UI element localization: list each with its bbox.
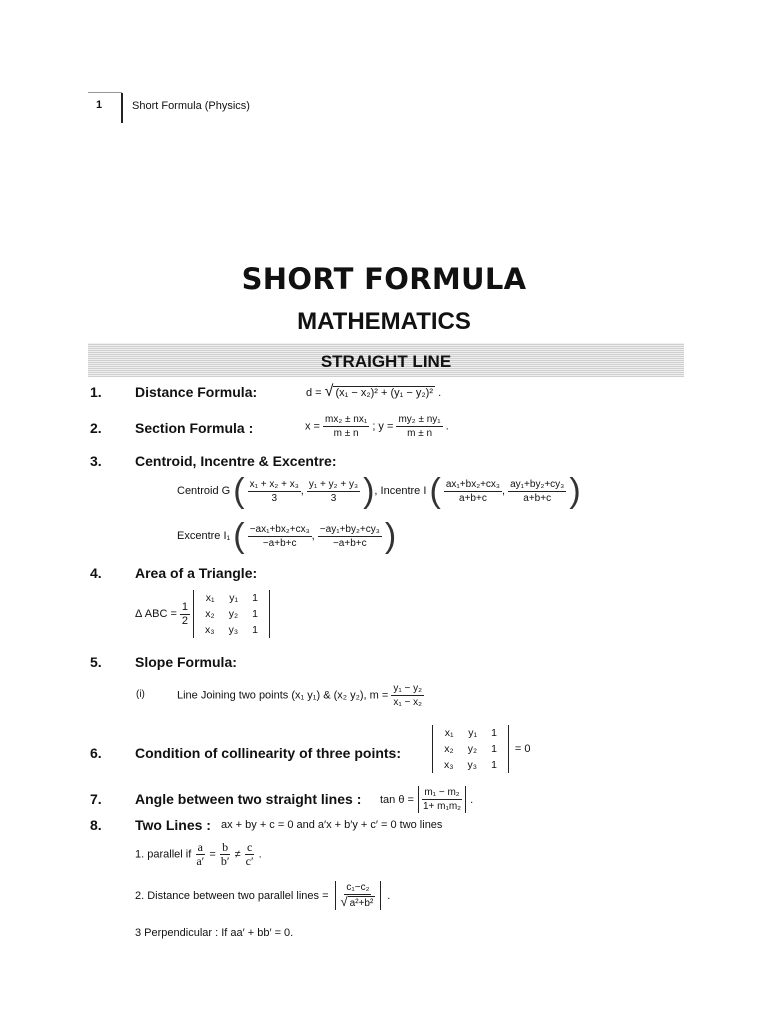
determinant-row	[198, 590, 265, 606]
collinearity-determinant	[432, 725, 509, 773]
formula-radicand: a²+b²	[349, 898, 374, 909]
parallel-condition	[135, 841, 262, 868]
fraction-denominator: c′	[245, 854, 254, 868]
item-number: 5.	[90, 654, 102, 670]
page-title: SHORT FORMULA	[241, 262, 527, 296]
formula-text: = 0	[514, 743, 531, 755]
fraction-denominator: m ± n	[333, 428, 359, 439]
fraction-denominator: m ± n	[407, 428, 433, 439]
item-number: 2.	[90, 420, 102, 436]
area-determinant	[193, 590, 270, 638]
fraction-denominator: −a+b+c	[262, 537, 297, 549]
formula-text: .	[470, 793, 474, 806]
determinant-cell: 1	[491, 727, 497, 739]
fraction-numerator: 1	[181, 600, 189, 613]
fraction-numerator: −ay₁+by₂+cy₃	[319, 523, 380, 535]
fraction-denominator: a+b+c	[459, 492, 487, 504]
header-divider	[121, 93, 123, 123]
formula-text: d =	[306, 387, 322, 399]
formula-text: tan θ =	[380, 793, 414, 806]
header-top-rule	[88, 92, 122, 93]
slope-formula	[177, 682, 424, 709]
fraction-denominator: b′	[220, 854, 230, 868]
collinearity-formula	[432, 725, 531, 773]
determinant-cell: 1	[252, 592, 258, 604]
section-title: STRAIGHT LINE	[320, 352, 452, 371]
section-band	[88, 343, 684, 377]
formula-text: Line Joining two points (x₁ y₁) & (x₂ y₂), m =	[177, 689, 389, 702]
determinant-row	[437, 741, 504, 757]
fraction-numerator: b	[222, 840, 229, 854]
item-number: 6.	[90, 745, 102, 761]
fraction-numerator: my₂ ± ny₁	[398, 414, 441, 425]
determinant-cell: y₃	[467, 759, 478, 771]
fraction-numerator: c	[246, 840, 253, 854]
formula-text: =	[209, 848, 216, 861]
two-lines-text: ax + by + c = 0 and a′x + b′y + c′ = 0 two lines	[221, 819, 443, 831]
centroid-incentre-formula: Centroid G ( $\frac{\text{x₁ + x₂ + x₃}}{3}$ , $\frac{\text{y₁ + y₂ + y₃}}{3}$ ), Incentre I ( $\frac{\text{ax₁+bx₂+cx₃}}{a+b+c}$ , $\frac{\text{ay₁+by₂+cy₃}}{a+b+c}$ )	[177, 472, 581, 510]
formula-text: ; y =	[372, 420, 394, 433]
determinant-cell: x₃	[205, 624, 215, 636]
fraction-denominator: 3	[330, 492, 337, 504]
item-heading: Slope Formula:	[135, 654, 237, 670]
formula-text: 1. parallel if	[135, 848, 192, 861]
fraction-numerator: y₁ + y₂ + y₃	[308, 478, 359, 490]
determinant-cell: x₁	[444, 727, 454, 739]
item-heading: Centroid, Incentre & Excentre:	[135, 453, 337, 469]
determinant-cell: 1	[491, 743, 497, 755]
item-heading: Condition of collinearity of three points:	[135, 745, 401, 761]
item-heading: Two Lines :	[135, 817, 211, 833]
determinant-row	[437, 725, 504, 741]
formula-text: , Incentre I	[374, 484, 427, 497]
fraction-numerator: mx₂ ± nx₁	[325, 414, 368, 425]
excentre-formula: Excentre I₁ ( $\frac{\text{−ax₁+bx₂+cx₃}}{-a+b+c}$ , $\frac{\text{−ay₁+by₂+cy₃}}{-a+b+c}$ )	[177, 517, 397, 555]
formula-text: .	[258, 848, 262, 861]
fraction-numerator: a	[197, 840, 203, 854]
fraction-numerator: ax₁+bx₂+cx₃	[445, 478, 500, 490]
section-formula	[305, 413, 449, 440]
fraction-denominator: x₁ − x₂	[393, 697, 423, 708]
angle-formula	[380, 786, 473, 813]
formula-text: Centroid G	[177, 484, 231, 497]
parallel-distance: 2. Distance between two parallel lines = $\frac{\text{c₁−c₂}}{\text{√ a²+b²}}$ .	[135, 882, 391, 909]
determinant-cell: 1	[252, 608, 258, 620]
distance-formula: d = √ (x₁ − x₂)² + (y₁ − y₂)² .	[306, 383, 442, 400]
item-number: 3.	[90, 453, 102, 469]
item-heading: Section Formula :	[135, 420, 254, 436]
formula-text: ,	[502, 484, 506, 497]
formula-text: x =	[305, 420, 320, 433]
formula-text: 2. Distance between two parallel lines =	[135, 889, 329, 902]
determinant-cell: y₁	[468, 727, 478, 739]
formula-text: .	[445, 420, 449, 433]
fraction-denominator: a+b+c	[523, 492, 552, 504]
determinant-cell: y₂	[228, 608, 239, 620]
item-heading: Distance Formula:	[135, 384, 258, 400]
determinant-cell: x₂	[205, 608, 215, 620]
item-heading: Angle between two straight lines :	[135, 791, 362, 807]
formula-text: Δ ABC =	[135, 608, 177, 620]
determinant-cell: y₂	[467, 743, 478, 755]
fraction-denominator: a′	[196, 854, 205, 868]
formula-text: ,	[311, 529, 315, 542]
fraction-numerator: ay₁+by₂+cy₃	[510, 478, 565, 490]
formula-text: ≠	[234, 848, 241, 861]
fraction-denominator: 2	[181, 614, 189, 627]
formula-radicand: (x₁ − x₂)² + (y₁ − y₂)²	[335, 387, 434, 399]
determinant-row	[198, 606, 265, 622]
determinant-cell: 1	[491, 759, 497, 771]
running-title: Short Formula (Physics)	[132, 100, 250, 112]
fraction-denominator: −a+b+c	[332, 537, 367, 549]
page-number: 1	[96, 99, 103, 111]
page-subtitle: MATHEMATICS	[297, 308, 471, 335]
item-number: 7.	[90, 791, 102, 807]
fraction-numerator: m₁ − m₂	[424, 787, 460, 798]
item-heading: Area of a Triangle:	[135, 565, 258, 581]
area-formula	[135, 590, 270, 638]
fraction-numerator: −ax₁+bx₂+cx₃	[249, 523, 310, 535]
item-number: 1.	[90, 384, 102, 400]
determinant-row	[198, 622, 265, 638]
determinant-row	[437, 757, 504, 773]
slope-roman-numeral: (i)	[136, 689, 145, 700]
item-number: 8.	[90, 817, 102, 833]
formula-text: .	[387, 889, 391, 902]
fraction-numerator: x₁ + x₂ + x₃	[249, 478, 299, 490]
fraction-numerator: c₁−c₂	[346, 882, 370, 893]
fraction-numerator: y₁ − y₂	[393, 683, 423, 694]
determinant-cell: y₃	[228, 624, 239, 636]
item-number: 4.	[90, 565, 102, 581]
formula-text: Excentre I₁	[177, 529, 231, 542]
fraction-denominator: 3	[271, 492, 277, 504]
formula-text: ,	[300, 484, 304, 497]
determinant-cell: x₃	[444, 759, 454, 771]
formula-text: .	[438, 387, 442, 399]
fraction-denominator: 1+ m₁m₂	[422, 801, 462, 812]
determinant-cell: y₁	[229, 592, 239, 604]
determinant-cell: 1	[252, 624, 258, 636]
perpendicular-condition: 3 Perpendicular : If aa′ + bb′ = 0.	[135, 927, 294, 939]
determinant-cell: x₂	[444, 743, 454, 755]
determinant-cell: x₁	[205, 592, 215, 604]
